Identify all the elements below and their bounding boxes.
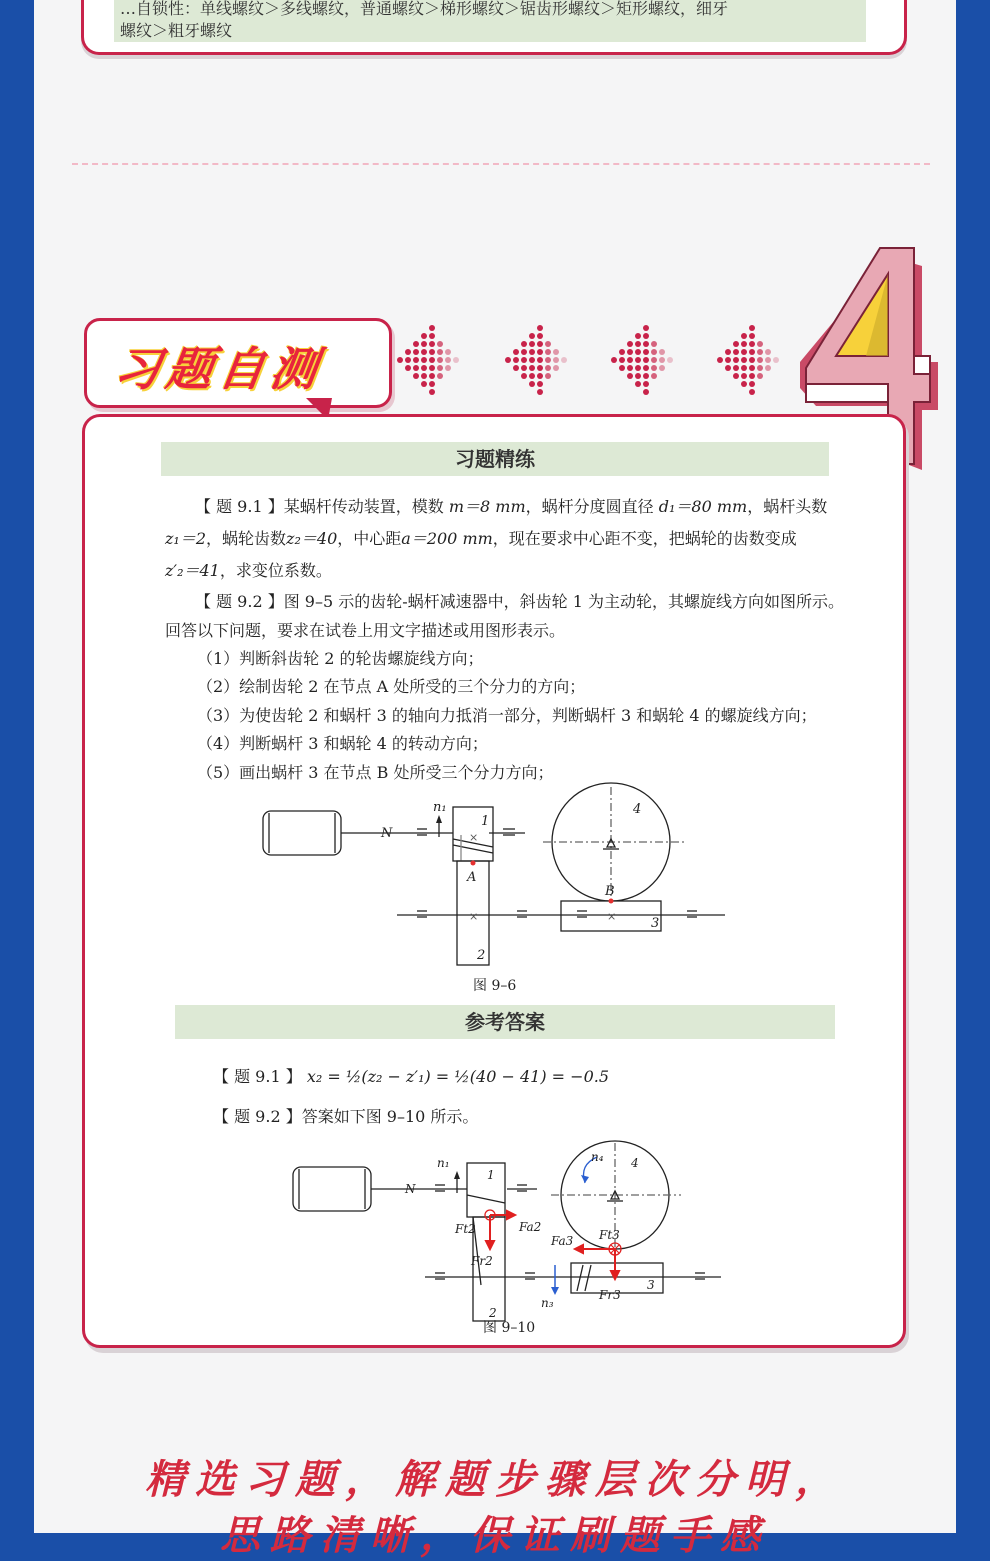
q91-text: 某蜗杆传动装置，模数 xyxy=(283,497,444,516)
q91-a: a＝200 mm xyxy=(401,529,493,548)
q91-m: m＝8 mm xyxy=(448,497,526,516)
q92-item-5: （5）画出蜗杆 3 在节点 B 处所受三个分力方向； xyxy=(197,763,554,782)
q91-text: ，中心距 xyxy=(337,529,402,548)
label-Fr3: Fr3 xyxy=(599,1288,621,1302)
q91-text: ，蜗杆头数 xyxy=(747,497,828,516)
q91-text: ，蜗杆分度圆直径 xyxy=(525,497,654,516)
label-Fa2: Fa2 xyxy=(519,1220,542,1234)
slogan-line2: 思路清晰，保证刷题手感 xyxy=(220,1513,770,1559)
dashed-divider xyxy=(72,163,930,165)
slogan-line1: 精选习题，解题步骤层次分明， xyxy=(145,1457,845,1503)
label-n4: n₄ xyxy=(591,1150,604,1164)
label-1: 1 xyxy=(487,1168,495,1182)
a91-tag: 【 题 9.1 】 xyxy=(213,1067,302,1086)
a91-line xyxy=(213,1067,609,1087)
a92-text: 答案如下图 9–10 所示。 xyxy=(301,1107,479,1126)
q91-z1: z₁＝2 xyxy=(165,529,207,548)
q91-z2prime: z′₂＝41 xyxy=(165,561,220,580)
label-B: B xyxy=(605,884,615,899)
q91-z2: z₂＝40 xyxy=(286,529,338,548)
label-A: A xyxy=(467,870,477,885)
q91-line2 xyxy=(165,529,797,549)
previous-section-text xyxy=(114,0,866,42)
q92-item-2: （2）绘制齿轮 2 在节点 A 处所受的三个分力的方向； xyxy=(197,677,586,696)
label-n1: n₁ xyxy=(437,1156,450,1170)
label-Fa3: Fa3 xyxy=(551,1234,574,1248)
label-1: 1 xyxy=(481,814,490,829)
section-title-box xyxy=(84,318,392,408)
label-2: 2 xyxy=(477,948,486,963)
svg-text:×: × xyxy=(607,910,617,923)
svg-text:×: × xyxy=(469,910,479,923)
label-3: 3 xyxy=(651,916,660,931)
figure-9-6 xyxy=(255,779,735,969)
label-Ft2: Ft2 xyxy=(455,1222,476,1236)
label-n3: n₃ xyxy=(541,1296,554,1310)
figure-9-6-caption: 图 9–6 xyxy=(473,978,517,994)
previous-text-line2: 螺纹＞粗牙螺纹 xyxy=(120,21,233,40)
q91-line3 xyxy=(165,561,332,581)
figure-9-10-caption: 图 9–10 xyxy=(483,1320,536,1336)
label-4: 4 xyxy=(631,1156,639,1170)
label-2: 2 xyxy=(489,1306,497,1320)
a92-tag: 【 题 9.2 】 xyxy=(213,1107,302,1126)
q92-line2: 回答以下问题，要求在试卷上用文字描述或用图形表示。 xyxy=(165,621,566,640)
motor xyxy=(263,811,341,855)
a91-formula: x₂ = ½(z₂ − z′₁) = ½(40 − 41) = −0.5 xyxy=(306,1067,610,1086)
q91-text: ，蜗轮齿数 xyxy=(206,529,287,548)
label-4: 4 xyxy=(633,802,642,817)
q91-d1: d₁＝80 mm xyxy=(658,497,748,516)
label-coupling: N xyxy=(405,1182,416,1196)
exercise-card xyxy=(82,414,906,1348)
q92-text: 图 9–5 示的齿轮-蜗杆减速器中，斜齿轮 1 为主动轮，其螺旋线方向如图所示。 xyxy=(283,592,845,611)
exercises-heading: 习题精练 xyxy=(161,442,829,476)
answers-heading: 参考答案 xyxy=(175,1005,835,1039)
dotted-arrows xyxy=(396,322,826,398)
gear-1 xyxy=(467,1163,505,1217)
label-Ft3: Ft3 xyxy=(599,1228,620,1242)
label-n1: n₁ xyxy=(433,800,447,815)
figure-9-10 xyxy=(285,1135,765,1325)
q91-tag: 【 题 9.1 】 xyxy=(195,497,284,516)
previous-section-card xyxy=(81,0,907,55)
q92-line1 xyxy=(195,592,844,612)
a92-line xyxy=(213,1107,478,1127)
svg-text:×: × xyxy=(469,831,479,844)
q91-text: ，求变位系数。 xyxy=(219,561,332,580)
motor xyxy=(293,1167,371,1211)
previous-text-line1: …自锁性：单线螺纹＞多线螺纹，普通螺纹＞梯形螺纹＞锯齿形螺纹＞矩形螺纹，细牙 xyxy=(120,0,729,18)
q92-item-4: （4）判断蜗杆 3 和蜗轮 4 的转动方向； xyxy=(197,734,488,753)
q92-tag: 【 题 9.2 】 xyxy=(195,592,284,611)
q91-line1 xyxy=(195,497,827,517)
label-3: 3 xyxy=(647,1278,655,1292)
label-Fr2: Fr2 xyxy=(471,1254,493,1268)
q92-item-3: （3）为使齿轮 2 和蜗杆 3 的轴向力抵消一部分，判断蜗杆 3 和蜗轮 4 的螺旋线方向； xyxy=(197,706,817,725)
q92-item-1: （1）判断斜齿轮 2 的轮齿螺旋线方向； xyxy=(197,649,484,668)
label-coupling: N xyxy=(381,826,393,841)
section-title: 习题自测 xyxy=(110,342,327,396)
page xyxy=(34,0,956,1559)
q91-text: ，现在要求中心距不变，把蜗轮的齿数变成 xyxy=(492,529,797,548)
